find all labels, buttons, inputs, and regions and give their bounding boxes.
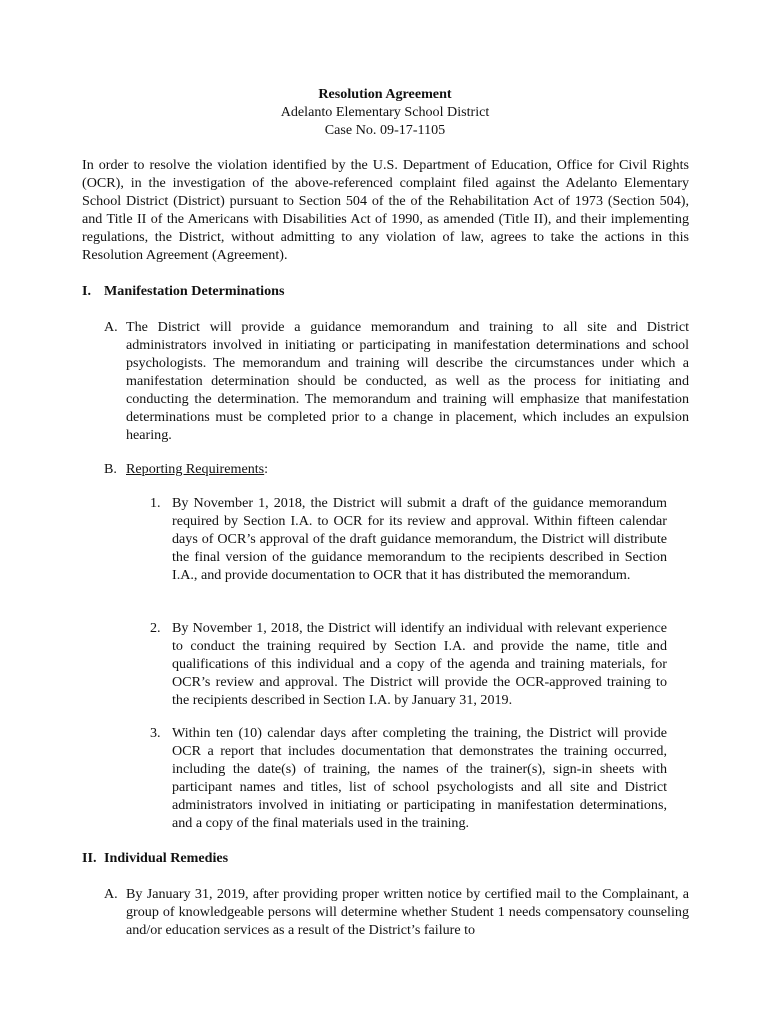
section-1-number: I.: [82, 283, 92, 299]
item-text: [126, 460, 689, 478]
label-colon: :: [264, 461, 269, 477]
intro-paragraph: In order to resolve the violation identified by the U.S. Department of Education, Office for Civil Rights (OCR), in the investigation of the above-referenced complaint filed against the Adelanto Elementary School District (District) pursuant to Section 504 of the of the Rehabilitation Act of 1973 (Section 504), and Title II of the Americans with Disabilities Act of 1990, as amended (Title II), and their implementing regulations, the District, without admitting to any violation of law, agrees to take the actions in this Resolution Agreement (Agreement).: [82, 157, 689, 263]
item-marker: 1.: [150, 495, 161, 511]
section-1-heading: [82, 282, 284, 300]
item-text: By November 1, 2018, the District will identify an individual with relevant experience to conduct the training required by Section I.A. and provide the name, title and qualifications of this individual and a copy of the agenda and training materials, for OCR’s review and approval. The District will provide the OCR-approved training to the recipients described in Section I.A. by January 31, 2019.: [172, 620, 667, 708]
item-text: Within ten (10) calendar days after completing the training, the District will provide OCR a report that includes documentation that demonstrates the training occurred, including the date(s) of training, the names of the trainer(s), sign-in sheets with participant names and titles, list of school psychologists and all site and District administrators involved in initiating or participating in manifestation determinations, and a copy of the final materials used in the training.: [172, 725, 667, 831]
section-1-title: Manifestation Determinations: [104, 283, 285, 299]
document-header: [0, 85, 770, 139]
reporting-requirements-label: Reporting Requirements: [126, 461, 265, 477]
section-2-heading: [82, 849, 228, 867]
item-text: The District will provide a guidance memorandum and training to all site and District administrators involved in initiating or participating in manifestation determinations and school psychologists. The memorandum and training will describe the circumstances under which a manifestation determination should be conducted, as well as the process for initiating and conducting the determination. The memorandum and training will emphasize that manifestation determinations must be completed prior to a change in placement, which includes an expulsion hearing.: [126, 319, 689, 443]
item-marker: 3.: [150, 725, 161, 741]
case-number: Case No. 09-17-1105: [324, 122, 446, 138]
item-marker: B.: [104, 461, 117, 477]
document-title: Resolution Agreement: [318, 86, 452, 102]
section-2-number: II.: [82, 850, 97, 866]
item-marker: A.: [104, 886, 118, 902]
section-2-title: Individual Remedies: [104, 850, 229, 866]
item-marker: A.: [104, 319, 118, 335]
item-text: By November 1, 2018, the District will submit a draft of the guidance memorandum required by Section I.A. to OCR for its review and approval. Within fifteen calendar days of OCR’s approval of the draft guidance memorandum, the District will distribute the final version of the guidance memorandum to the recipients described in Section I.A., and provide documentation to OCR that it has distributed the memorandum.: [172, 495, 667, 583]
item-marker: 2.: [150, 620, 161, 636]
item-text: By January 31, 2019, after providing proper written notice by certified mail to the Complainant, a group of knowledgeable persons will determine whether Student 1 needs compensatory counseling and/or education services as a result of the District’s failure to: [126, 886, 689, 938]
district-name: Adelanto Elementary School District: [280, 104, 490, 120]
